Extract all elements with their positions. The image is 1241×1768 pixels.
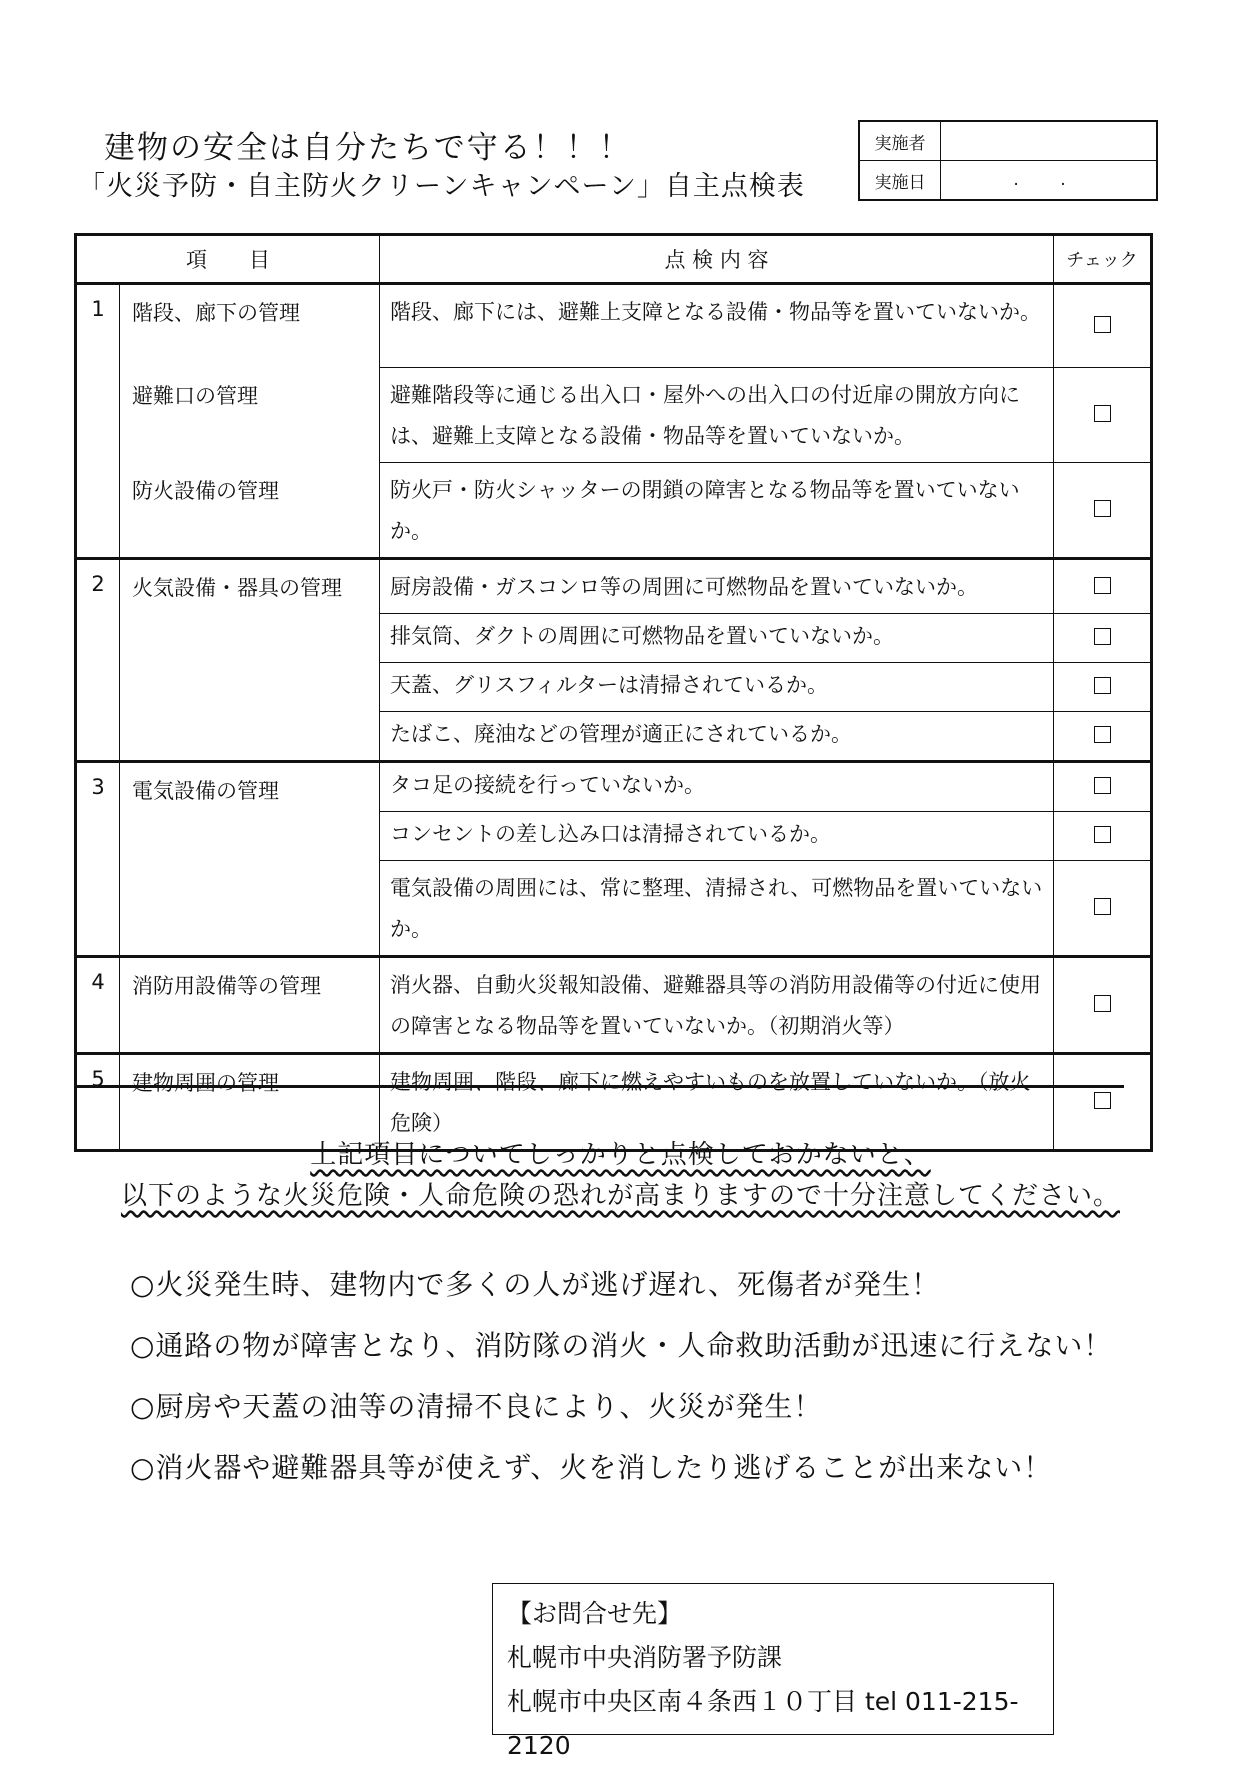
risk-item: ○通路の物が障害となり、消防隊の消火・人命救助活動が迅速に行えない！ bbox=[130, 1329, 1113, 1362]
table-row bbox=[76, 284, 1152, 368]
contact-org: 札幌市中央消防署予防課 bbox=[507, 1643, 783, 1672]
checkbox[interactable] bbox=[1094, 500, 1111, 517]
table-row bbox=[76, 762, 1152, 812]
risk-item: ○厨房や天蓋の油等の清掃不良により、火災が発生！ bbox=[130, 1390, 823, 1423]
header-check: チェック bbox=[1054, 235, 1152, 284]
risk-item: ○火災発生時、建物内で多くの人が逃げ遅れ、死傷者が発生！ bbox=[130, 1268, 941, 1301]
item-content: タコ足の接続を行っていないか。 bbox=[380, 762, 1054, 812]
implementation-info-table bbox=[858, 120, 1158, 201]
date-label: 実施日 bbox=[859, 161, 941, 201]
item-content: たばこ、廃油などの管理が適正にされているか。 bbox=[380, 712, 1054, 762]
item-content: 防火戸・防火シャッターの閉鎖の障害となる物品等を置いていないか。 bbox=[380, 463, 1054, 559]
item-content: 排気筒、ダクトの周囲に可燃物品を置いていないか。 bbox=[380, 614, 1054, 663]
date-field[interactable]: . . bbox=[941, 161, 1158, 201]
contact-address: 札幌市中央区南４条西１０丁目 tel 011-215-2120 bbox=[507, 1687, 1019, 1760]
performer-label: 実施者 bbox=[859, 121, 941, 161]
item-content: 天蓋、グリスフィルターは清掃されているか。 bbox=[380, 663, 1054, 712]
item-name: 建物周囲の管理 bbox=[120, 1054, 380, 1151]
divider bbox=[74, 1085, 1124, 1088]
item-content: 階段、廊下には、避難上支障となる設備・物品等を置いていないか。 bbox=[380, 284, 1054, 368]
checkbox[interactable] bbox=[1094, 316, 1111, 333]
risk-list bbox=[130, 1263, 1112, 1507]
performer-field[interactable] bbox=[941, 121, 1158, 161]
group-number: 4 bbox=[76, 957, 120, 1054]
checkbox[interactable] bbox=[1094, 777, 1111, 794]
page-subtitle: 「火災予防・自主防火クリーンキャンペーン」自主点検表 bbox=[78, 171, 805, 202]
item-name: 火気設備・器具の管理 bbox=[120, 559, 380, 762]
checkbox[interactable] bbox=[1094, 1092, 1111, 1109]
checkbox[interactable] bbox=[1094, 677, 1111, 694]
inspection-table bbox=[74, 233, 1153, 1152]
table-row bbox=[76, 559, 1152, 614]
group-number: 3 bbox=[76, 762, 120, 957]
checkbox[interactable] bbox=[1094, 577, 1111, 594]
checkbox[interactable] bbox=[1094, 726, 1111, 743]
contact-box bbox=[492, 1583, 1054, 1760]
group-number: 1 bbox=[76, 284, 120, 559]
checkbox[interactable] bbox=[1094, 405, 1111, 422]
item-content: 避難階段等に通じる出入口・屋外への出入口の付近扉の開放方向には、避難上支障となる設備・物品等を置いていないか。 bbox=[380, 368, 1054, 463]
item-content: 電気設備の周囲には、常に整理、清掃され、可燃物品を置いていないか。 bbox=[380, 861, 1054, 957]
table-row bbox=[76, 368, 1152, 463]
table-row bbox=[76, 463, 1152, 559]
checkbox[interactable] bbox=[1094, 898, 1111, 915]
item-name: 防火設備の管理 bbox=[120, 463, 380, 559]
item-name: 電気設備の管理 bbox=[120, 762, 380, 957]
page-title: 建物の安全は自分たちで守る！！！ bbox=[104, 130, 632, 166]
warning-line-1: 上記項目についてしっかりと点検しておかないと、 bbox=[310, 1140, 931, 1170]
header-item: 項 目 bbox=[76, 235, 380, 284]
item-name: 避難口の管理 bbox=[120, 368, 380, 463]
checkbox[interactable] bbox=[1094, 995, 1111, 1012]
item-name: 消防用設備等の管理 bbox=[120, 957, 380, 1054]
table-row bbox=[76, 957, 1152, 1054]
checkbox[interactable] bbox=[1094, 628, 1111, 645]
item-content: 建物周囲、階段、廊下に燃えやすいものを放置していないか。（放火危険） bbox=[380, 1054, 1054, 1151]
item-content: 消火器、自動火災報知設備、避難器具等の消防用設備等の付近に使用の障害となる物品等を置いていないか。（初期消火等） bbox=[380, 957, 1054, 1054]
group-number: 2 bbox=[76, 559, 120, 762]
risk-item: ○消火器や避難器具等が使えず、火を消したり逃げることが出来ない！ bbox=[130, 1451, 1053, 1484]
item-name: 階段、廊下の管理 bbox=[120, 284, 380, 368]
checkbox[interactable] bbox=[1094, 826, 1111, 843]
header-content: 点 検 内 容 bbox=[380, 235, 1054, 284]
warning-line-2: 以下のような火災危険・人命危険の恐れが高まりますので十分注意してください。 bbox=[120, 1181, 1120, 1211]
item-content: コンセントの差し込み口は清掃されているか。 bbox=[380, 812, 1054, 861]
contact-heading: 【お問合せ先】 bbox=[507, 1599, 683, 1628]
item-content: 厨房設備・ガスコンロ等の周囲に可燃物品を置いていないか。 bbox=[380, 559, 1054, 614]
group-number: 5 bbox=[76, 1054, 120, 1151]
